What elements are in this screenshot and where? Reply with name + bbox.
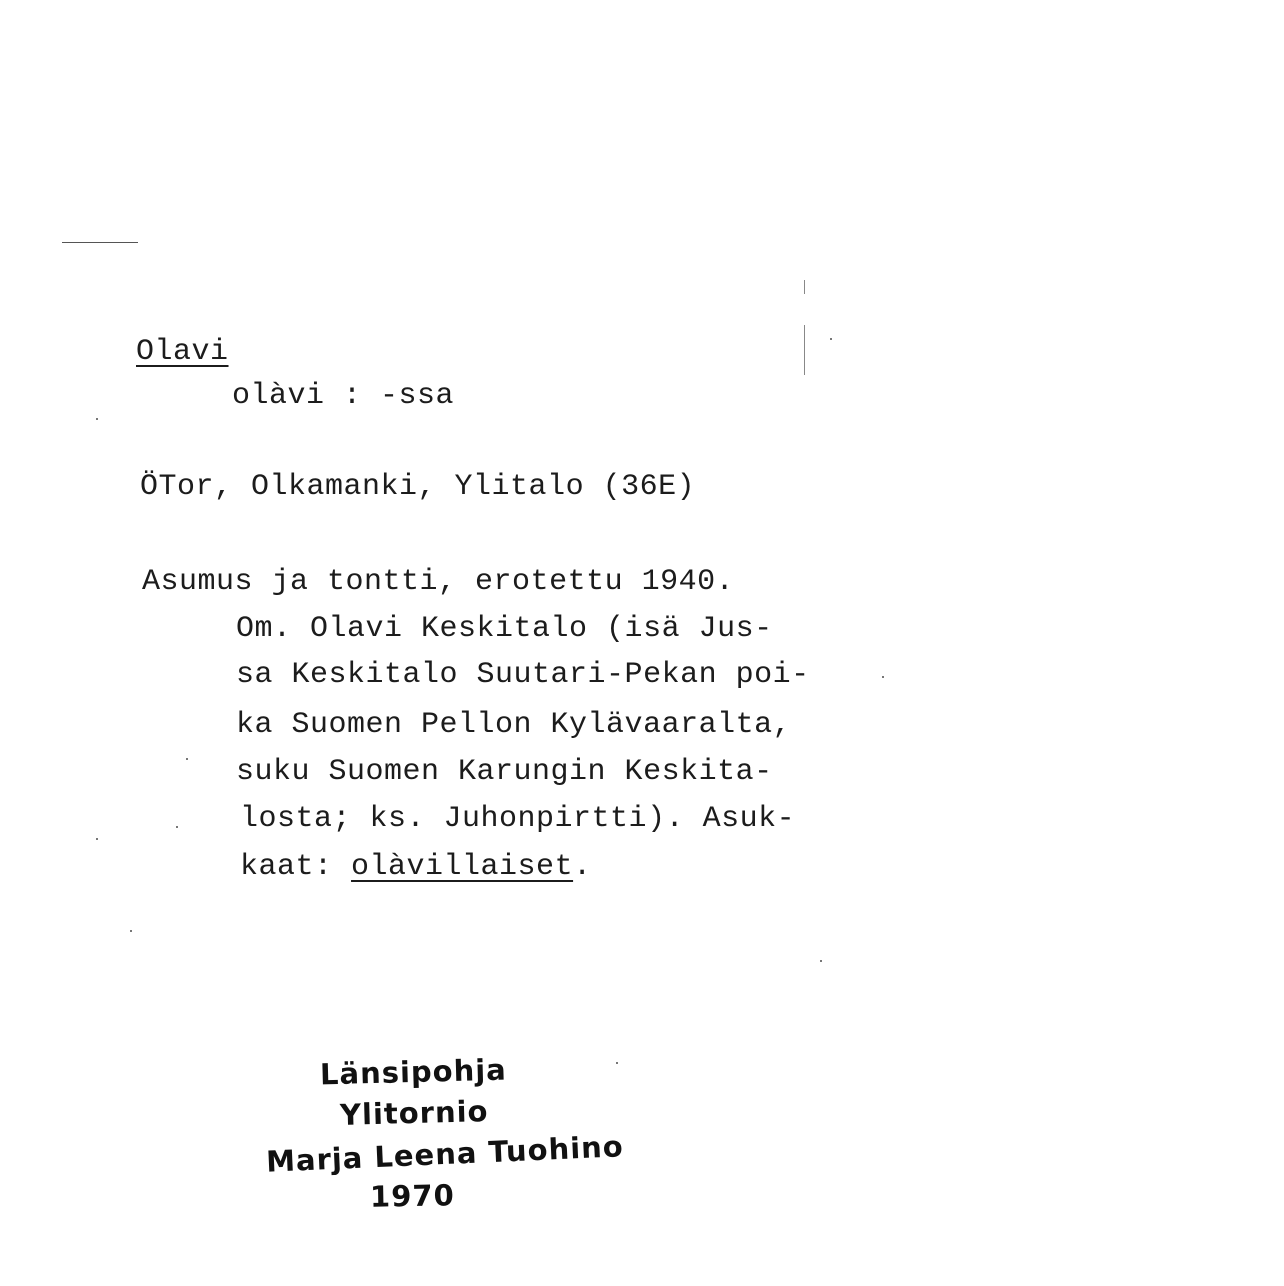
description-line: suku Suomen Karungin Keskita-	[236, 755, 773, 789]
residents-period: .	[573, 850, 592, 884]
stamp-parish: Ylitornio	[339, 1094, 489, 1132]
scan-speck	[186, 758, 188, 760]
description-line: sa Keskitalo Suutari-Pekan poi-	[236, 658, 810, 692]
stamp-region: Länsipohja	[319, 1052, 508, 1092]
pronunciation: olàvi : -ssa	[232, 379, 455, 413]
residents-term: olàvillaiset	[351, 850, 574, 884]
residents-line	[240, 852, 592, 882]
description-line: Asumus ja tontti, erotettu 1940.	[142, 565, 735, 599]
scan-speck	[176, 826, 178, 828]
scan-speck	[616, 1062, 618, 1064]
description-line: losta; ks. Juhonpirtti). Asuk-	[240, 802, 796, 836]
location-line: ÖTor, Olkamanki, Ylitalo (36E)	[140, 470, 696, 504]
scan-mark	[804, 280, 805, 294]
margin-rule	[62, 242, 138, 243]
stamp-year: 1970	[369, 1178, 456, 1214]
description-line: Om. Olavi Keskitalo (isä Jus-	[236, 612, 773, 646]
headword: Olavi	[136, 335, 229, 369]
residents-label: kaat:	[240, 850, 352, 884]
description-line: ka Suomen Pellon Kylävaaralta,	[236, 708, 792, 742]
scan-speck	[96, 418, 98, 420]
scan-speck	[882, 676, 884, 678]
scan-speck	[130, 930, 132, 932]
scan-mark	[804, 325, 805, 375]
scan-speck	[96, 838, 98, 840]
scan-speck	[820, 960, 822, 962]
stamp-collector: Marja Leena Tuohino	[265, 1129, 625, 1179]
scan-speck	[830, 338, 832, 340]
